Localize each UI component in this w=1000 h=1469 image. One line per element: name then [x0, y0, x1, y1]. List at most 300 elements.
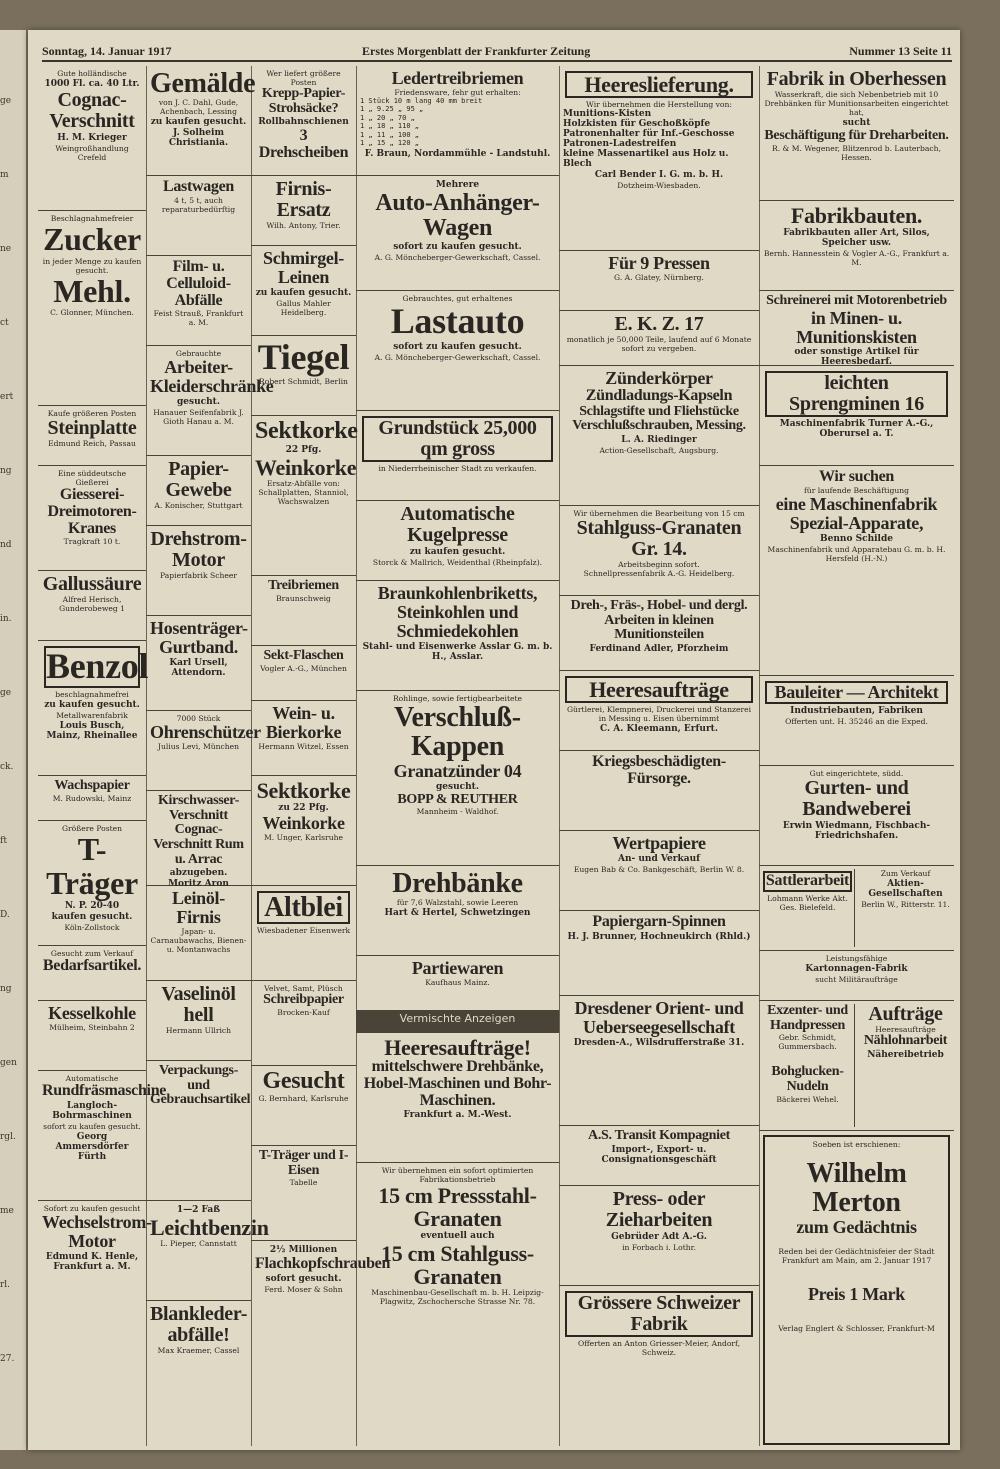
col3-schmirgel-m-text: zu kaufen gesucht. — [255, 287, 352, 298]
ad-papiergewebe — [146, 456, 251, 526]
left-strip-fragment: ge — [0, 688, 12, 698]
col1-benzol-h-text: Benzol — [46, 646, 149, 686]
col1-gallus-s2-text: Alfred Herisch, Gunderobeweg 1 — [59, 595, 125, 613]
col3-flachkopf-s2-text: Ferd. Moser & Sohn — [264, 1284, 343, 1294]
col6-gurten-s2-text: Erwin Wiedmann, Fischbach-Friedrichshafen. — [782, 821, 931, 841]
col4-verschluss-s2-text: gesucht. — [436, 781, 479, 792]
ad-ekz17 — [559, 311, 759, 366]
col3-weinbier-s2-text: Hermann Witzel, Essen — [258, 741, 349, 751]
ad-blankleder — [146, 1301, 251, 1446]
col3-altblei-h-text: Altblei — [257, 891, 350, 924]
col3-flachkopf-h-text: Flachkopfschrauben — [255, 1255, 391, 1272]
col6-nudeln-h-text: Bohglucken-Nudeln — [771, 1064, 844, 1095]
leder-table-row: 1 „ 20 „ 70 „ — [360, 113, 415, 122]
ad-verschluss-kappen — [356, 691, 559, 866]
col6-wirsuchen-h2-text: eine Maschinenfabrik — [775, 493, 938, 514]
lieferung-list-item: Patronen-Ladestreifen — [563, 139, 677, 150]
col2-leinoel-h-text: Leinöl-Firnis — [172, 888, 225, 927]
left-strip-fragment: nd — [0, 540, 12, 550]
col6-fabrikbauten-s3-text: Bernh. Hannesstein & Vogler A.-G., Frankfurt a. M. — [763, 249, 950, 268]
col4-kugelpresse-s2-text: Storck & Mallrich, Weidenthal (Rheinpfalz). — [372, 558, 543, 567]
col2-drehstrom-h-text: Drehstrom-Motor — [150, 528, 247, 571]
col6-wirsuchen-h-text: Wir suchen — [818, 468, 895, 485]
col3-schmirgel-h-text: Schmirgel-Leinen — [263, 248, 344, 287]
col5-dresdner-m-text: Dresden-A., Wilsdrufferstraße 31. — [573, 1037, 745, 1048]
col5-pressen-s2-text: G. A. Glatey, Nürnberg. — [614, 272, 704, 282]
ad-rundfraesmaschine — [38, 1071, 167, 1201]
col4-grundstueck-s2-text: in Niederrheinischer Stadt zu verkaufen. — [378, 464, 537, 473]
left-strip-fragment: ne — [0, 244, 12, 254]
col4-anhaenger-s1-text: Mehrere — [435, 180, 480, 190]
col6-fabrikbauten-h-text: Fabrikbauten. — [790, 203, 923, 228]
col5-heeres2-m-text: C. A. Kleemann, Erfurt. — [600, 724, 718, 735]
col1-benzol-s2-text: Metallwarenfabrik — [56, 710, 128, 720]
col2-gemaelde-h-text: Gemälde — [150, 68, 256, 99]
col6-aktien-s2-text: Berlin W., Ritterstr. 11. — [861, 900, 950, 909]
left-page-strip — [0, 30, 26, 1450]
col3-sektkorke-s2-text: Ersatz-Abfälle von: Schallplatten, Stanniol, Wachswalzen — [258, 479, 349, 507]
column-1 — [38, 66, 167, 1446]
col2-film-s2-text: Feist Strauß, Frankfurt a. M. — [153, 309, 244, 328]
col2-film-h-text: Film- u. Celluloid-Abfälle — [166, 258, 231, 309]
col3-krepp-s2-text: 3 Drehscheiben — [258, 127, 349, 162]
col5-wertpapiere-h-text: Wertpapiere — [612, 833, 706, 853]
col5-zuender-h-text: Zünderkörper — [605, 368, 713, 388]
col6-bauleiter-h-text: Bauleiter — Architekt — [765, 681, 948, 704]
ad-ledertreibriemen — [356, 66, 559, 176]
ad-zucker — [38, 211, 146, 406]
col5-schweizer-h-text: Grössere Schweizer Fabrik — [565, 1291, 753, 1337]
col2-gemaelde-s1-text: von J. C. Dahl, Gude, Achenbach, Lessing — [158, 98, 239, 117]
col1-rundfraes-s1-text: Automatische — [65, 1074, 119, 1083]
ad-wir-suchen — [759, 466, 954, 676]
col1-wachspapier-h-text: Wachspapier — [54, 778, 130, 793]
left-strip-fragment: m — [0, 170, 9, 180]
left-strip-fragment: ert — [0, 392, 14, 402]
col6-naehlohn-h-text: Nählohnarbeit — [863, 1033, 948, 1048]
col4-anhaenger-m-text: sofort zu kaufen gesucht. — [393, 242, 522, 253]
column-2 — [146, 66, 274, 1446]
col1-giesserei-s2-text: Tragkraft 10 t. — [63, 537, 121, 547]
col5-press-s2-text: Gebrüder Adt A.-G. — [611, 1232, 707, 1242]
ad-drehstrom — [146, 526, 251, 616]
ad-giesserei — [38, 466, 146, 571]
ad-schreinerei — [759, 291, 954, 366]
ad-hosentraeger — [146, 616, 251, 711]
col4-vermischte-h-text: Vermischte Anzeigen — [399, 1012, 516, 1025]
col2-gemaelde-m-text: zu kaufen gesucht. — [150, 117, 247, 128]
col2-verpackung-h-text: Verpackungs- und Gebrauchsartikel — [150, 1063, 251, 1108]
col3-gesucht-h-text: Gesucht — [262, 1068, 345, 1094]
col2-hosen-m-text: Karl Ursell, Attendorn. — [169, 657, 228, 678]
col4-leder-s1-text: Friedensware, fehr gut erhalten: — [394, 87, 521, 97]
leder-table-row: 1 Stück 10 m lang 40 mm breit — [360, 96, 483, 105]
ad-benzol — [38, 641, 149, 776]
ad-kartonnagen — [759, 951, 954, 1001]
col5-dreh-m-text: Ferdinand Adler, Pforzheim — [589, 644, 729, 655]
col1-wechsel-s2-text: Edmund K. Henle, Frankfurt a. M. — [45, 1251, 139, 1272]
col1-benzol-m-text: zu kaufen gesucht. — [44, 699, 140, 710]
col3-sektkorke2-s2-text: M. Unger, Karlsruhe — [264, 832, 343, 842]
col4-heeres-m-text: mittelschwere Drehbänke, Hobel-Maschinen und Bohr-Maschinen. — [363, 1058, 552, 1109]
ad-schweizer-fabrik — [559, 1286, 759, 1406]
ad-stahlguss-granaten — [559, 506, 759, 596]
col5-wertpapiere-m-text: An- und Verkauf — [617, 853, 700, 864]
col2-ohren-s1-text: 7000 Stück — [176, 714, 221, 723]
col1-zucker-h2-text: Mehl. — [53, 272, 131, 309]
left-strip-fragment: ck. — [0, 762, 14, 772]
col4-lastauto-h-text: Lastauto — [390, 301, 525, 341]
col2-leichtbenzin-s1-text: 1—2 Faß — [176, 1205, 221, 1215]
ad-gurten-bandweberei — [759, 766, 954, 866]
col5-zuender-s3-text: Action-Gesellschaft, Augsburg. — [599, 446, 719, 456]
ad-stoffe — [251, 981, 356, 1066]
col3-tiegel-s2-text: Robert Schmidt, Berlin — [259, 376, 348, 386]
col5-lieferung-s2-text: Dotzheim-Wiesbaden. — [617, 181, 701, 191]
col5-dresdner-h-text: Dresdener Orient- und Ueberseegesellschaft — [574, 998, 744, 1037]
col3-stoffe-s1-text: Velvet, Samt, Plüsch — [264, 984, 343, 993]
col6-schreinerei-m-text: in Minen- u. Munitionskisten — [796, 307, 917, 347]
col1-wachspapier-s2-text: M. Rudowski, Mainz — [52, 793, 132, 803]
col5-dreh-h-text: Dreh-, Fräs-, Hobel- und dergl. Arbeiten in kleinen Munitionsteilen — [570, 598, 748, 643]
col2-kirsch-m-text: abzugeben. — [169, 868, 228, 879]
ad-lastwagen — [146, 176, 251, 256]
col6-merton-h-text: Wilhelm Merton — [806, 1158, 907, 1219]
col5-heeres2-h-text: Heeresaufträge — [565, 676, 753, 703]
ad-vaselinoel — [146, 981, 251, 1061]
col4-verschluss-h-text: Verschluß-Kappen — [394, 702, 521, 763]
col4-kugelpresse-m-text: zu kaufen gesucht. — [409, 547, 506, 557]
ad-dresdener — [559, 996, 759, 1126]
col2-ohren-s2-text: Julius Levi, München — [157, 741, 240, 751]
col6-sattler-s2-text: Lohmann Werke Akt. Ges. Bielefeld. — [767, 893, 848, 912]
col2-lastwagen-h-text: Lastwagen — [162, 178, 235, 195]
ad-ohrenschuetzer — [146, 711, 261, 791]
col5-press-s3-text: in Forbach i. Lothr. — [622, 1243, 696, 1252]
col1-zucker-h-text: Zucker — [43, 221, 141, 257]
col3-stoffe-s2-text: Brocken-Kauf — [277, 1007, 330, 1017]
col6-fabrikbauten-s2-text: Fabrikbauten aller Art, Silos, Speicher usw. — [783, 228, 930, 249]
col3-ttraeger2-h-text: T-Träger und I-Eisen — [258, 1148, 349, 1178]
col6-fabrik-h-text: Fabrik in Oberhessen — [766, 68, 947, 90]
col2-leichtbenzin-h-text: Leichtbenzin — [150, 1215, 269, 1240]
col6-exzenter-s2-text: Gebr. Schmidt, Gummersbach. — [778, 1033, 837, 1052]
col6-naehlohn-m-text: Nähereibetrieb — [867, 1049, 944, 1060]
col4-granaten-h2-text: 15 cm Stahlguss-Granaten — [381, 1241, 534, 1290]
left-strip-fragment: gen — [0, 1058, 17, 1068]
ad-granaten — [356, 1163, 559, 1346]
col3-sektkorke2-h-text: Sektkorke — [256, 778, 351, 803]
col3-krepp-m-text: Rollbahnschienen — [258, 117, 349, 128]
col4-lastauto-s1-text: Gebrauchtes, gut erhaltenes — [402, 294, 513, 303]
col2-schraenke-h-text: Arbeiter-Kleiderschränke — [150, 357, 274, 396]
col2-lastwagen-s1-text: 4 t, 5 t, auch reparaturbedürftig — [161, 195, 236, 214]
ad-fabrikbauten — [759, 201, 954, 291]
col3-tiegel-h-text: Tiegel — [257, 337, 350, 377]
col1-rundfraes-s2-text: sofort zu kaufen gesucht. — [43, 1121, 141, 1131]
ad-kesselkohle — [38, 1001, 146, 1071]
col1-steinplatte-s1-text: Kaufe größeren Posten — [47, 409, 137, 418]
col6-bauleiter-s2-text: Offerten unt. H. 35246 an die Exped. — [785, 716, 928, 726]
col1-benzol-s3-text: Louis Busch, Mainz, Rheinallee — [46, 720, 138, 741]
left-strip-fragment: rl. — [0, 1280, 11, 1290]
left-strip-fragment: rgl. — [0, 1132, 16, 1142]
col4-kugelpresse-h-text: Automatische Kugelpresse — [400, 503, 515, 546]
lieferung-list-item: Munitions-Kisten — [563, 109, 652, 120]
col3-treibriemen-s2-text: Braunschweig — [276, 593, 331, 603]
page-header — [42, 44, 952, 62]
col6-merton-s4-text: Verlag Englert & Schlosser, Frankfurt-M — [778, 1323, 935, 1333]
col3-krepp-s1-text: Wer liefert größere Posten — [266, 69, 341, 87]
col2-gemaelde-s2-text: J. Solheim Christiania. — [168, 128, 229, 149]
col3-firnis-h-text: Firnis-Ersatz — [275, 178, 332, 221]
ad-gesucht — [251, 1066, 356, 1146]
col3-firnis-s2-text: Wilh. Antony, Trier. — [266, 221, 341, 230]
col6-fabrik-s2-text: R. & M. Wegener, Blitzenrod b. Lauterbach, Hessen. — [772, 143, 941, 162]
col4-granaten-s2-text: Maschinenbau-Gesellschaft m. b. H. Leipzig-Plagwitz, Zschochersche Strasse Nr. 78. — [371, 1288, 544, 1307]
col1-rundfraes-m-text: Langloch-Bohrmaschinen — [52, 1100, 132, 1121]
lieferung-list-item: Patronenhalter für Inf.-Geschosse — [563, 129, 735, 140]
col4-heeres-s2-text: Frankfurt a. M.-West. — [403, 1110, 512, 1121]
col2-vaselin-s2-text: Hermann Ullrich — [165, 1026, 232, 1035]
col1-ttraeger-m-text: N. P. 20-40 — [64, 901, 120, 912]
leder-table — [360, 97, 555, 148]
ad-row-sattler-aktien — [759, 866, 954, 951]
col4-drehbaenke-h-text: Drehbänke — [392, 868, 523, 899]
ad-fabrik-oberhessen — [759, 66, 954, 201]
col6-gurten-s1-text: Gut eingerichtete, südd. — [809, 769, 904, 778]
ad-flachkopfschrauben — [251, 1241, 391, 1386]
col1-kesselkohle-h-text: Kesselkohle — [48, 1003, 136, 1023]
col5-schweizer-s2-text: Offerten an Anton Griesser-Meier, Andorf, Schweiz. — [577, 1339, 741, 1357]
ad-wilhelm-merton — [763, 1135, 950, 1445]
col2-schraenke-s2-text: gesucht. — [177, 396, 220, 407]
col2-kirsch-s2-text: Moritz Aron — [168, 879, 229, 890]
left-strip-fragment: ft — [0, 836, 7, 846]
col1-wechsel-s1-text: Sofort zu kaufen gesucht — [43, 1204, 141, 1213]
col4-grundstueck-h-text: Grundstück 25,000 qm gross — [362, 416, 553, 462]
col4-lastauto-s2-text: A. G. Möncheberger-Gewerkschaft, Cassel. — [374, 352, 541, 362]
col3-krepp-h-text: Krepp-Papier-Strohsäcke? — [261, 86, 346, 116]
ad-ttraeger-2 — [251, 1146, 356, 1241]
ad-heeresauftraege — [356, 1033, 559, 1163]
col6-sprengminen-s2-text: Maschinenfabrik Turner A.-G., Oberursel a. T. — [779, 419, 934, 439]
ad-heereslieferung — [559, 66, 759, 251]
ad-wechselstrom — [38, 1201, 152, 1341]
leder-table-row: 1 „ 15 „ 120 „ — [360, 139, 420, 148]
col4-verschluss-s1-text: Rohlinge, sowie fertigbearbeitete — [392, 694, 523, 703]
lieferung-list-item: Holzkisten für Geschoßköpfe — [563, 119, 711, 130]
ad-gallussaeure — [38, 571, 146, 641]
column-4 — [356, 66, 560, 1446]
col3-ttraeger2-s2-text: Tabelle — [289, 1178, 318, 1188]
col1-giesserei-h-text: Giesserei-Dreimotoren-Kranes — [47, 486, 137, 537]
col1-zucker-s1-text: Beschlagnahmefreier — [50, 214, 134, 223]
col5-stahlguss-s1-text: Wir übernehmen die Bearbeitung von 15 cm — [573, 509, 745, 518]
col2-papiergewebe-h-text: Papier-Gewebe — [165, 458, 232, 501]
col1-giesserei-s1-text: Eine süddeutsche Gießerei — [57, 469, 127, 487]
col1-cognac-h-text: Cognac-Verschnitt — [49, 89, 135, 132]
ad-grundstueck — [356, 411, 559, 501]
ad-wein-bierkorke — [251, 701, 356, 776]
left-strip-fragment: ng — [0, 984, 12, 994]
ad-lastauto — [356, 291, 559, 411]
col6-sprengminen-h-text: leichten Sprengminen 16 — [765, 371, 948, 417]
col1-steinplatte-h-text: Steinplatte — [47, 417, 137, 439]
col5-zuender-s2-text: L. A. Riedinger — [621, 435, 697, 446]
header-page-number: Nummer 13 Seite 11 — [849, 44, 952, 58]
header-date: Sonntag, 14. Januar 1917 — [42, 44, 172, 58]
col1-ttraeger-h-text: T-Träger — [46, 831, 138, 901]
col6-nudeln-s2-text: Bäckerei Wehel. — [776, 1094, 839, 1104]
col1-zucker-s3-text: C. Glonner, München. — [50, 308, 134, 318]
left-strip-fragment: 27. — [0, 1354, 15, 1364]
col2-schraenke-s3-text: Hanauer Seifenfabrik J. Gioth Hanau a. M. — [153, 407, 244, 426]
col6-gurten-h-text: Gurten- und Bandweberei — [802, 777, 911, 820]
ad-row-exzenter-auftraege — [759, 1001, 954, 1131]
ad-leinoel — [146, 886, 251, 981]
col3-altblei-s2-text: Wiesbadener Eisenwerk — [256, 926, 351, 936]
col4-leder-s2-text: F. Braun, Nordammühle - Landstuhl. — [364, 148, 551, 159]
col1-ttraeger-s3-text: Köln-Zollstock — [64, 923, 120, 933]
col6-auftraege-s2-text: Heeresaufträge — [875, 1025, 936, 1034]
col6-merton-m-text: zum Gedächtnis — [796, 1216, 917, 1237]
ad-pressen — [559, 251, 759, 311]
ad-kriegsbeschaedigten — [559, 751, 759, 831]
col1-cognac-s2-text: H. M. Krieger — [57, 133, 127, 143]
col3-sektkorke-h2-text: Weinkorke — [255, 455, 357, 481]
ad-cognac — [38, 66, 146, 211]
col5-lieferung-s1-text: Wir übernehmen die Herstellung von: — [586, 100, 732, 110]
col4-granaten-s1-text: Wir übernehmen ein sofort optimierten Fabrikationsbetrieb — [381, 1166, 534, 1184]
ad-auto-anhaenger — [356, 176, 559, 291]
col5-ekz-h-text: E. K. Z. 17 — [614, 313, 704, 335]
col6-kartonnagen-s2-text: sucht Militäraufträge — [815, 975, 898, 984]
col1-kesselkohle-s2-text: Mülheim, Steinbahn 2 — [49, 1022, 135, 1032]
col4-heeres-h-text: Heeresaufträge! — [384, 1035, 531, 1060]
col3-stoffe-h-text: Schreibpapier — [263, 992, 344, 1007]
ad-kleiderschraenke — [146, 346, 274, 456]
ad-bauleiter — [759, 676, 954, 766]
col3-gesucht-s2-text: G. Bernhard, Karlsruhe — [258, 1094, 349, 1104]
col5-transit-m-text: Import-, Export- u. Consignationsgeschäft — [601, 1144, 717, 1165]
col5-transit-h-text: A.S. Transit Kompagniet — [588, 1128, 730, 1143]
col3-sekt-h-text: Sekt-Flaschen — [263, 648, 344, 663]
col2-blankleder-s2-text: Max Kraemer, Cassel — [157, 1346, 240, 1355]
col6-bauleiter-m-text: Industriebauten, Fabriken — [790, 705, 923, 716]
col4-verschluss-s4-text: Mannheim - Waldhof. — [416, 807, 499, 817]
col1-bedarf-h-text: Bedarfsartikel. — [42, 957, 142, 974]
ad-auftraege — [859, 1004, 952, 1127]
col5-stahlguss-s3-text: Schnellpressenfabrik A.-G. Heidelberg. — [583, 569, 735, 578]
col2-schraenke-s1-text: Gebrauchte — [175, 349, 222, 358]
ad-aktien — [859, 869, 952, 947]
ad-partiewaren — [356, 956, 559, 1011]
ad-exzenter — [761, 1004, 855, 1127]
col6-merton-s2-text: Reden bei der Gedächtnisfeier der Stadt Frankfurt am Main, am 2. Januar 1917 — [778, 1246, 935, 1265]
ad-krepp — [251, 66, 356, 176]
col3-sektkorke-m-text: 22 Pfg. — [285, 445, 322, 456]
col2-leinoel-s2-text: Japan- u. Carnaubawachs, Bienen- u. Montanwachs — [150, 926, 247, 954]
col1-cognac-s3-text: Weingroßhandlung Crefeld — [55, 144, 129, 162]
ad-sektkorke-2 — [251, 776, 356, 886]
newspaper-page — [28, 30, 960, 1450]
col5-pressen-h-text: Für 9 Pressen — [608, 253, 710, 273]
col6-auftraege-h-text: Aufträge — [868, 1003, 943, 1025]
column-6 — [759, 66, 954, 1446]
col6-wirsuchen-s2-text: Benno Schilde — [820, 533, 893, 544]
col6-fabrik-h2-text: Beschäftigung für Dreharbeiten. — [764, 128, 949, 143]
left-strip-fragment: ng — [0, 466, 12, 476]
col3-weinbier-h-text: Wein- u. Bierkorke — [265, 703, 342, 742]
col5-spinnen-h-text: Papiergarn-Spinnen — [592, 913, 726, 930]
ad-braunkohlen — [356, 581, 559, 691]
ad-film — [146, 256, 251, 346]
col2-drehstrom-s2-text: Papierfabrik Scheer — [160, 571, 237, 580]
col3-flachkopf-s1-text: 2½ Millionen — [269, 1245, 338, 1255]
col6-wirsuchen-h3-text: Spezial-Apparate, — [789, 512, 924, 533]
col1-steinplatte-s2-text: Edmund Reich, Passau — [48, 439, 136, 448]
col4-lastauto-m-text: sofort zu kaufen gesucht. — [393, 341, 522, 352]
ad-tiegel — [251, 336, 356, 416]
header-paper-title: Erstes Morgenblatt der Frankfurter Zeitung — [362, 44, 591, 58]
col1-gallus-h-text: Gallussäure — [42, 573, 142, 595]
col3-schmirgel-s2-text: Gallus Mahler Heidelberg. — [276, 298, 331, 317]
col4-leder-h-text: Ledertreibriemen — [391, 68, 524, 88]
left-strip-fragment: ge — [0, 96, 12, 106]
col6-merton-s1-text: Soeben ist erschienen: — [812, 1140, 901, 1149]
left-strip-fragment: me — [0, 1206, 14, 1216]
col6-merton-s3-text: Preis 1 Mark — [807, 1283, 906, 1304]
ad-leichtbenzin — [146, 1201, 269, 1301]
col4-brikett-s2-text: Stahl- und Eisenwerke Asslar G. m. b. H., Asslar. — [362, 641, 553, 662]
col3-flachkopf-m-text: sofort gesucht. — [265, 1273, 342, 1284]
leder-table-row: 1 „ 11 „ 100 „ — [360, 130, 420, 139]
col6-schreinerei-s2-text: oder sonstige Artikel für Heeresbedarf. — [794, 347, 919, 368]
col1-wechsel-h-text: Wechselstrom-Motor — [42, 1212, 152, 1251]
ad-sektkorke — [251, 416, 356, 576]
left-strip-fragment: D. — [0, 910, 10, 920]
col6-fabrik-s1-text: Wasserkraft, die sich Nebenbetrieb mit 10 Drehbänken für Munitionsarbeiten eingerichtet hat, — [764, 90, 949, 117]
col2-blankleder-h-text: Blankleder-abfälle! — [150, 1303, 248, 1346]
col6-aktien-h-text: Aktien-Gesellschaften — [868, 879, 943, 899]
col1-rundfraes-h-text: Rundfräsmaschine — [42, 1082, 167, 1099]
col1-cognac-big-text: 1000 Fl. ca. 40 Ltr. — [44, 79, 140, 89]
ad-bedarfsartikel — [38, 946, 146, 1001]
ad-kirschwasser — [146, 791, 251, 890]
ad-papiergarn — [559, 911, 759, 996]
col5-stahlguss-s2-text: Arbeitsbeginn sofort. — [618, 560, 700, 569]
col1-ttraeger-s2-text: kaufen gesucht. — [51, 912, 133, 923]
col1-cognac-s1-text: Gute holländische — [57, 69, 127, 78]
ad-firnis — [251, 176, 356, 246]
col2-vaselin-h-text: Vaselinöl hell — [161, 983, 236, 1026]
column-5 — [559, 66, 760, 1446]
col3-sektkorke-h-text: Sektkorke — [255, 418, 358, 444]
col6-kartonnagen-s1-text: Leistungsfähige — [825, 954, 888, 963]
ad-wertpapiere — [559, 831, 759, 911]
col4-verschluss-m-text: Granatzünder 04 — [393, 760, 522, 781]
col5-spinnen-s2-text: H. J. Brunner, Hochneukirch (Rhld.) — [567, 931, 751, 942]
section-vermischte-anzeigen — [356, 1011, 559, 1033]
col2-leichtbenzin-s2-text: L. Pieper, Cannstatt — [160, 1239, 237, 1249]
lieferung-list-item: kleine Massenartikel aus Holz u. Blech — [563, 149, 729, 170]
col3-sekt-s2-text: Vogler A.-G., München — [260, 663, 347, 673]
col4-drehbaenke-s2-text: Hart & Hertel, Schwetzingen — [384, 908, 531, 919]
col1-ttraeger-s1-text: Größere Posten — [61, 824, 123, 833]
col5-krieg-h-text: Kriegsbeschädigten-Fürsorge. — [592, 753, 726, 787]
col3-treibriemen-h-text: Treibriemen — [268, 578, 339, 593]
